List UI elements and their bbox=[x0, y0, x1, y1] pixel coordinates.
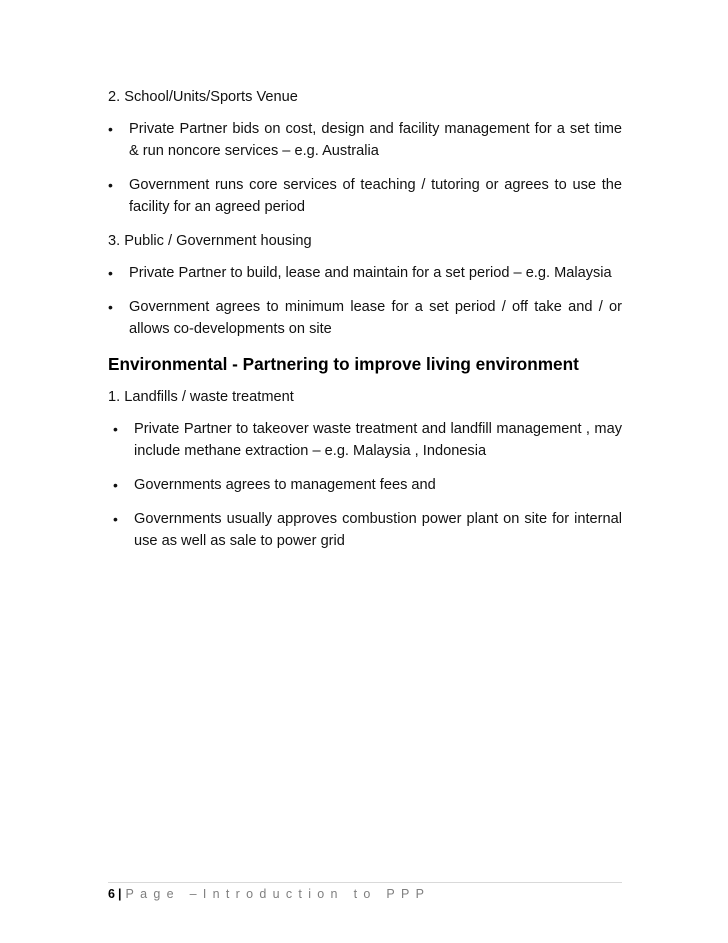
landfills-heading: 1. Landfills / waste treatment bbox=[108, 389, 294, 405]
list-item bbox=[108, 174, 622, 218]
housing-heading: 3. Public / Government housing bbox=[108, 233, 312, 249]
list-item-text: Government agrees to minimum lease for a set period / off take and / or allows co-developments on site bbox=[129, 299, 622, 337]
footer-separator: | bbox=[117, 887, 122, 901]
list-item bbox=[108, 296, 622, 340]
school-bullet-list bbox=[108, 118, 622, 218]
list-item bbox=[108, 118, 622, 162]
page-number: 6 bbox=[108, 887, 115, 901]
list-item bbox=[108, 418, 622, 462]
footer-label: Page –Introduction to PPP bbox=[125, 887, 431, 901]
school-heading: 2. School/Units/Sports Venue bbox=[108, 89, 298, 105]
list-item-text: Government runs core services of teaching / tutoring or agrees to use the facility for an agreed period bbox=[129, 177, 622, 215]
bullet-icon: • bbox=[108, 299, 113, 315]
environmental-section-title: Environmental - Partnering to improve living environment bbox=[108, 354, 579, 374]
list-item-text: Governments agrees to management fees and bbox=[134, 477, 436, 493]
bullet-icon: • bbox=[108, 177, 113, 193]
page-content bbox=[108, 86, 622, 564]
bullet-icon: • bbox=[113, 477, 118, 493]
list-item bbox=[108, 508, 622, 552]
bullet-icon: • bbox=[108, 121, 113, 137]
bullet-icon: • bbox=[108, 265, 113, 281]
list-item bbox=[108, 474, 622, 496]
list-item-text: Private Partner to takeover waste treatment and landfill management , may include methane extraction – e.g. Malaysia , Indonesia bbox=[134, 421, 622, 459]
list-item-text: Governments usually approves combustion power plant on site for internal use as well as sale to power grid bbox=[134, 511, 622, 549]
environmental-bullet-list bbox=[108, 418, 622, 552]
list-item-text: Private Partner bids on cost, design and facility management for a set time & run noncore services – e.g. Australia bbox=[129, 121, 622, 159]
page-footer bbox=[108, 882, 622, 903]
housing-bullet-list bbox=[108, 262, 622, 340]
list-item-text: Private Partner to build, lease and maintain for a set period – e.g. Malaysia bbox=[129, 265, 612, 281]
list-item bbox=[108, 262, 622, 284]
bullet-icon: • bbox=[113, 511, 118, 527]
bullet-icon: • bbox=[113, 421, 118, 437]
